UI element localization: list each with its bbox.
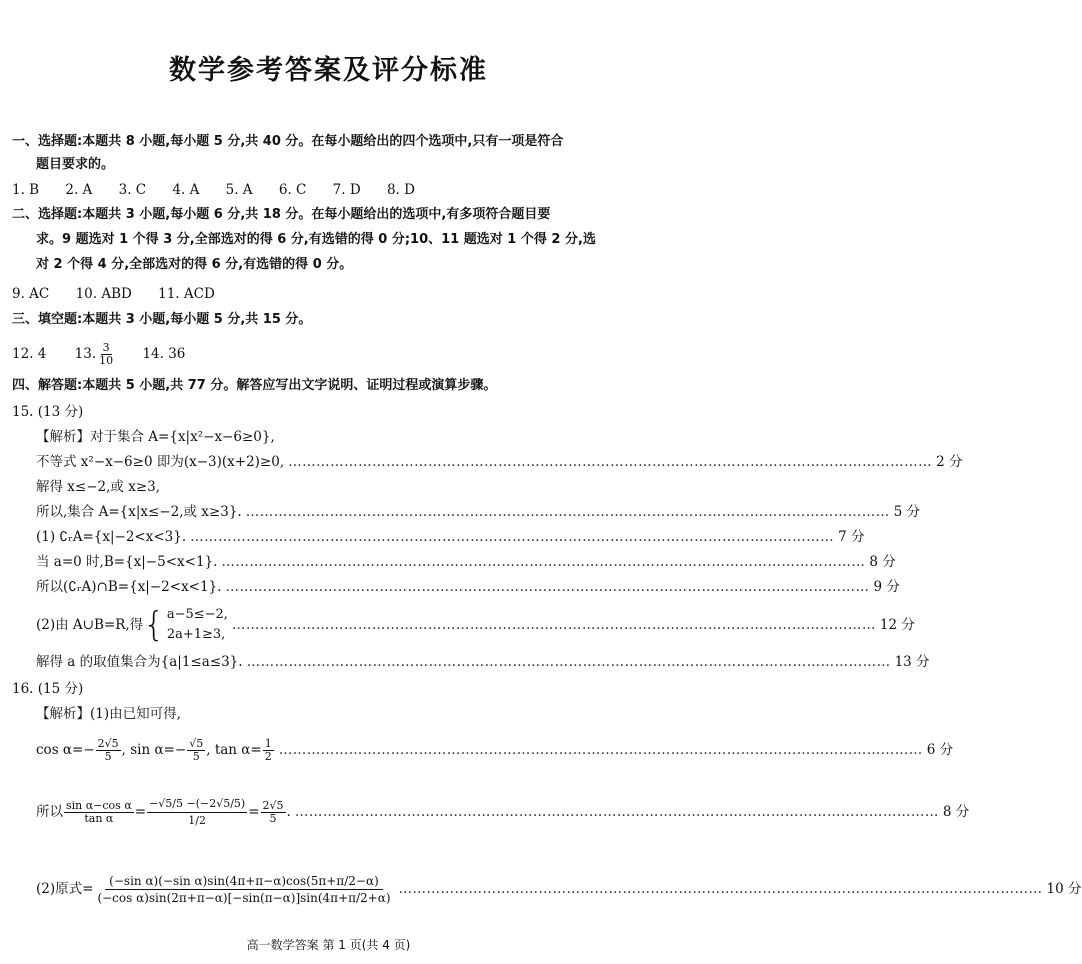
answer-11: 11. ACD: [158, 286, 215, 302]
score: 9 分: [873, 579, 900, 595]
q15-line6: 当 a=0 时,B={x|−5<x<1}. ………………………………………………………………………………………………………………………… 8 分: [36, 554, 896, 570]
score: 2 分: [936, 454, 963, 470]
q15-line8: (2)由 A∪B=R,得 { a−5≤−2, 2a+1≥3, ………………………………………………………………………………………………………………………… 12 分: [36, 605, 915, 645]
q16-ratio-calc: 所以 $\frac{\text{sin α−cos α}}{\text{tan α}}$ = $\frac{-√5/5 -(-2√5/5)}{1/2}$ = $\frac{2√5}{5}$ . ………………………………………………………………………………………………………………………… 8 分: [36, 782, 645, 842]
answer-14: 14. 36: [142, 346, 186, 362]
q15-line3: 解得 x≤−2,或 x≥3,: [36, 479, 161, 495]
answer-13-label: 13.: [74, 346, 97, 362]
answer-5: 5. A: [225, 182, 253, 198]
sec1-heading-line1: 一、选择题:本题共 8 小题,每小题 5 分,共 40 分。在每小题给出的四个选项中,只有一项是符合: [12, 134, 564, 149]
leader-dots: …………………………………………………………………………………………………………………………: [231, 617, 876, 633]
q16-line1: 【解析】(1)由已知可得,: [36, 706, 181, 722]
answer-13-fraction: $\frac{3}{10}$: [99, 341, 114, 367]
score: 10 分: [1046, 881, 1082, 897]
sec1-answers: [12, 180, 645, 200]
score: 13 分: [894, 654, 930, 670]
sec2-answers: [12, 284, 645, 304]
leader-dots: …………………………………………………………………………………………………………………………: [288, 454, 933, 470]
q16-header: 16. (15 分): [12, 681, 84, 697]
answer-1: 1. B: [12, 182, 40, 198]
sec2-heading-line2: 求。9 题选对 1 个得 3 分,全部选对的得 6 分,有选错的得 0 分;10、11 题选对 1 个得 2 分,选: [36, 232, 596, 247]
answer-6: 6. C: [278, 182, 307, 198]
leader-dots: …………………………………………………………………………………………………………………………: [190, 529, 835, 545]
inequality-system: { a−5≤−2, 2a+1≥3,: [143, 605, 228, 645]
big-fraction: $\frac{\text{(−sin α)(−sin α)sin(4π+π−α)cos(5π+π/2−α)}}{\text{(−cos α)sin(2π+π−α)[−sin(π−α)]sin(4π+π/2+α)}}$: [97, 874, 391, 905]
answer-12: 12. 4: [12, 346, 47, 362]
answer-4: 4. A: [172, 182, 200, 198]
q15-line2: 不等式 x²−x−6≥0 即为(x−3)(x+2)≥0, ………………………………………………………………………………………………………………………… 2 分: [36, 454, 963, 470]
q15-line9: 解得 a 的取值集合为{a|1≤a≤3}. ………………………………………………………………………………………………………………………… 13 分: [36, 654, 930, 670]
leader-dots: …………………………………………………………………………………………………………………………: [294, 804, 939, 820]
q15-line1: 【解析】对于集合 A={x|x²−x−6≥0},: [36, 429, 275, 445]
leader-dots: …………………………………………………………………………………………………………………………: [225, 579, 870, 595]
answer-7: 7. D: [332, 182, 361, 198]
leader-dots: …………………………………………………………………………………………………………………………: [245, 504, 890, 520]
q15-header: 15. (13 分): [12, 404, 84, 420]
answer-9: 9. AC: [12, 286, 50, 302]
page-title: 数学参考答案及评分标准: [169, 55, 488, 86]
sec4-heading: 四、解答题:本题共 5 小题,共 77 分。解答应写出文字说明、证明过程或演算步骤。: [12, 378, 497, 393]
sec3-answers: [12, 340, 645, 368]
answer-8: 8. D: [386, 182, 415, 198]
page-footer: 高一数学答案 第 1 页(共 4 页): [246, 938, 411, 952]
sec3-heading: 三、填空题:本题共 3 小题,每小题 5 分,共 15 分。: [12, 312, 312, 327]
leader-dots: …………………………………………………………………………………………………………………………: [221, 554, 866, 570]
answer-2: 2. A: [65, 182, 93, 198]
leader-dots: …………………………………………………………………………………………………………………………: [398, 881, 1043, 897]
score: 8 分: [942, 804, 970, 820]
score: 12 分: [879, 617, 915, 633]
score: 7 分: [838, 529, 865, 545]
answer-3: 3. C: [118, 182, 147, 198]
score: 5 分: [893, 504, 921, 520]
q16-part2-expression: (2)原式= $\frac{\text{(−sin α)(−sin α)sin(4π+π−α)cos(5π+π/2−α)}}{\text{(−cos α)sin(2π+π−α)[−sin(π−α)]sin(4π+π/2+α)}}$ ………………………………………………………………………………………………………………………… 10 分: [36, 866, 645, 912]
score: 8 分: [869, 554, 896, 570]
sec1-heading-line2: 题目要求的。: [36, 157, 115, 172]
leader-dots: …………………………………………………………………………………………………………………………: [278, 742, 923, 758]
leader-dots: …………………………………………………………………………………………………………………………: [246, 654, 891, 670]
answer-10: 10. ABD: [75, 286, 132, 302]
q15-line5: (1) ∁ᵣA={x|−2<x<3}. ………………………………………………………………………………………………………………………… 7 分: [36, 529, 865, 545]
q15-line4: 所以,集合 A={x|x≤−2,或 x≥3}. ………………………………………………………………………………………………………………………… 5 分: [36, 504, 921, 520]
q16-trig-values: cos α=− $\frac{2√5}{5}$ , sin α=− $\frac{√5}{5}$ , tan α= $\frac{1}{2}$ ………………………………………………………………………………………………………………………… 6 分: [36, 734, 645, 766]
q15-line7: 所以(∁ᵣA)∩B={x|−2<x<1}. ………………………………………………………………………………………………………………………… 9 分: [36, 579, 900, 595]
score: 6 分: [926, 742, 954, 758]
sec2-heading-line1: 二、选择题:本题共 3 小题,每小题 6 分,共 18 分。在每小题给出的选项中,有多项符合题目要: [12, 207, 551, 222]
sec2-heading-line3: 对 2 个得 4 分,全部选对的得 6 分,有选错的得 0 分。: [36, 257, 353, 272]
